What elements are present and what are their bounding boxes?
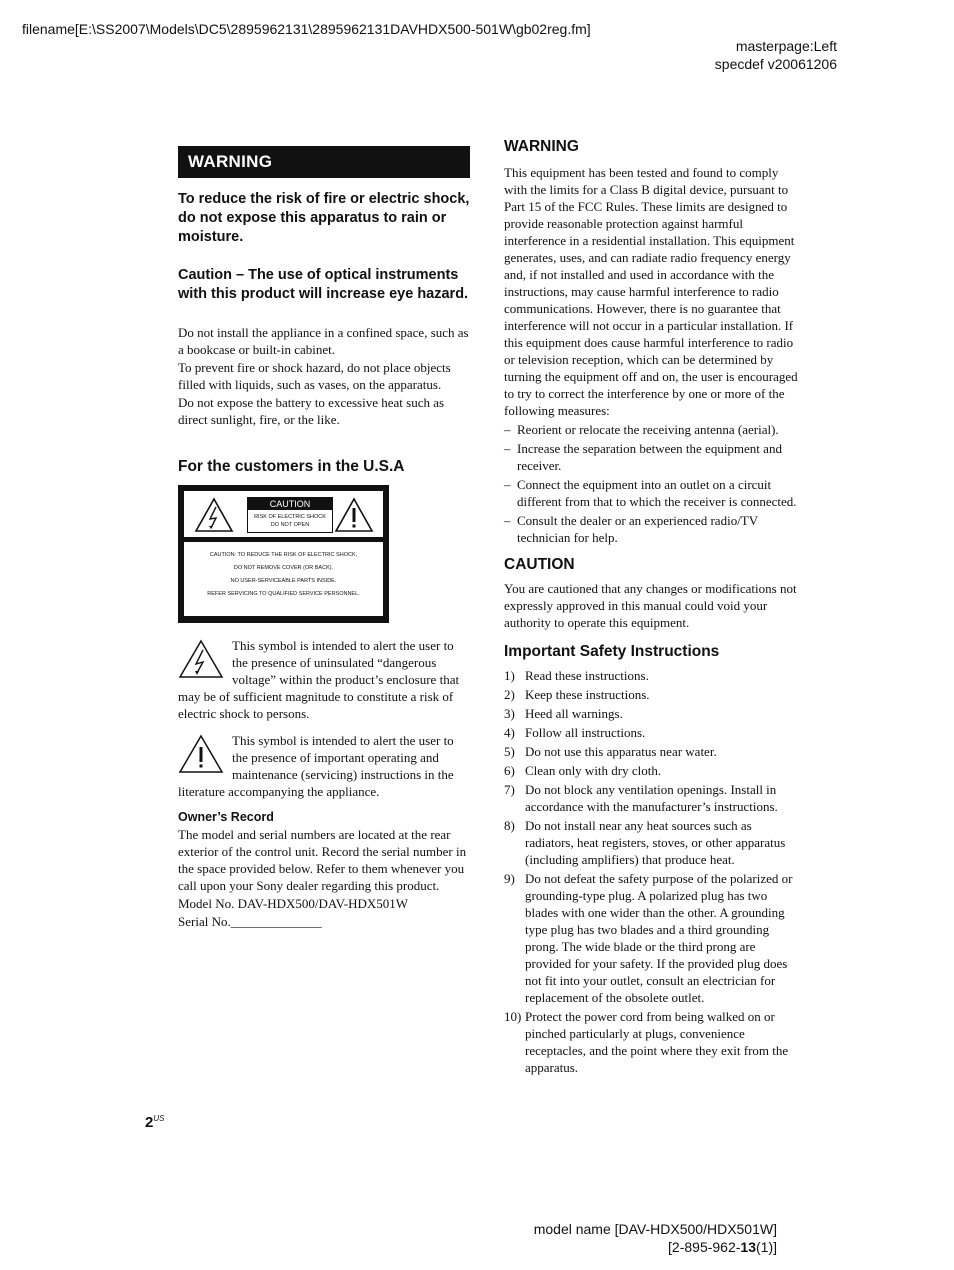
list-item: 3) Heed all warnings.: [504, 706, 623, 721]
list-item: 5) Do not use this apparatus near water.: [504, 744, 717, 759]
safety-instructions-list: [504, 667, 800, 1076]
warning-title-bar: WARNING: [178, 146, 470, 178]
risk-shock-text: RISK OF ELECTRIC SHOCK: [254, 514, 326, 520]
caution-heading: CAUTION: [504, 556, 575, 573]
lightning-symbol-text: This symbol is intended to alert the user to the presence of uninsulated “dangerous voltage” within the product’s enclosure that may be of sufficient magnitude to constitute a risk of electric shock to persons.: [178, 638, 460, 721]
list-item: 10) Protect the power cord from being walked on or pinched particularly at plugs, convenience receptacles, and the point where they exit from the apparatus.: [504, 1009, 789, 1075]
lightning-triangle-icon: [178, 639, 224, 679]
right-column: [504, 138, 800, 1078]
serial-number: Serial No.______________: [178, 914, 322, 929]
list-item: 7) Do not block any ventilation openings. Install in accordance with the manufacturer’s instructions.: [504, 782, 778, 814]
caution-label-top: [184, 491, 383, 537]
owners-record-text: The model and serial numbers are located at the rear exterior of the control unit. Record the serial number in the space provided below. Refer to them whenever you call upon your Sony dealer regarding this product.: [178, 827, 467, 893]
list-item: – Reorient or relocate the receiving antenna (aerial).: [504, 422, 779, 437]
model-name-footer: model name [DAV-HDX500/HDX501W]: [533, 1221, 777, 1237]
caution-label-bottom: [184, 542, 383, 616]
list-item: – Consult the dealer or an experienced radio/TV technician for help.: [504, 513, 758, 545]
usa-heading: For the customers in the U.S.A: [178, 458, 405, 475]
footer: [534, 1220, 777, 1256]
optical-caution: Caution – The use of optical instruments with this product will increase eye hazard.: [178, 267, 469, 302]
list-item: 1) Read these instructions.: [504, 668, 649, 683]
interference-measures-list: [504, 421, 800, 546]
battery-heat-para: Do not expose the battery to excessive heat such as direct sunlight, fire, or the like.: [178, 395, 445, 427]
safety-instructions-heading: Important Safety Instructions: [504, 643, 720, 660]
confined-space-para: Do not install the appliance in a confined space, such as a bookcase or built-in cabinet.: [178, 325, 469, 357]
list-item: 9) Do not defeat the safety purpose of the polarized or grounding-type plug. A polarized plug has two blades with one wider than the other. A grounding type plug has two blades and a third grounding prong. The wide blade or the third prong are provided for your safety. If the provided plug does not fit into your outlet, consult an electrician for replacement of the obsolete outlet.: [504, 871, 793, 1005]
caution-text: You are cautioned that any changes or modifications not expressly approved in this manual could void your authority to operate this equipment.: [504, 581, 797, 630]
caution-label-small-text: [248, 513, 332, 529]
left-column: [178, 146, 470, 930]
list-item: 6) Clean only with dry cloth.: [504, 763, 662, 778]
page-number: $2^{US}$: [145, 1114, 165, 1131]
exclamation-triangle-icon: [334, 497, 374, 533]
caution-label-image: [178, 485, 389, 623]
exclamation-triangle-icon: [178, 734, 224, 774]
label-line-4: REFER SERVICING TO QUALIFIED SERVICE PERSONNEL.: [207, 591, 360, 597]
label-line-2: DO NOT REMOVE COVER (OR BACK).: [233, 565, 334, 571]
lightning-triangle-icon: [194, 497, 234, 533]
list-item: – Increase the separation between the equipment and receiver.: [504, 441, 782, 473]
exclamation-symbol-block: [178, 732, 470, 800]
label-line-3: NO USER-SERVICEABLE PARTS INSIDE.: [230, 578, 337, 584]
exclamation-symbol-text: This symbol is intended to alert the user to the presence of important operating and maintenance (servicing) instructions in the literature accompanying the appliance.: [178, 733, 454, 799]
list-item: 2) Keep these instructions.: [504, 687, 650, 702]
filename-header: filename[E:\SS2007\Models\DC5\2895962131\2895962131DAVHDX500-501W\gb02reg.fm]: [22, 21, 591, 37]
list-item: 8) Do not install near any heat sources such as radiators, heat registers, stoves, or other apparatus (including amplifiers) that produce heat.: [504, 818, 786, 867]
model-number: Model No. DAV-HDX500/DAV-HDX501W: [178, 896, 409, 911]
masterpage-header: [715, 37, 837, 73]
lightning-symbol-block: [178, 637, 470, 722]
caution-label-caption: CAUTION: [248, 498, 332, 510]
owners-record-heading: Owner’s Record: [178, 810, 274, 824]
part-code-footer: [2-895-962-13(1)]: [668, 1239, 777, 1255]
liquids-para: To prevent fire or shock hazard, do not place objects filled with liquids, such as vases, on the apparatus.: [178, 360, 451, 392]
masterpage-label: masterpage:Left: [735, 38, 837, 54]
fire-shock-warning: To reduce the risk of fire or electric shock, do not expose this apparatus to rain or moisture.: [178, 191, 470, 245]
fcc-warning-text: This equipment has been tested and found to comply with the limits for a Class B digital device, pursuant to Part 15 of the FCC Rules. These limits are designed to provide reasonable protection against harmful interference in a residential installation. This equipment generates, uses, and can radiate radio frequency energy and, if not installed and used in accordance with the instructions, may cause harmful interference to radio communications. However, there is no guarantee that interference will not occur in a particular installation. If this equipment does cause harmful interference to radio or television reception, which can be determined by turning the equipment off and on, the user is encouraged to try to correct the interference by one or more of the following measures:: [504, 165, 798, 418]
list-item: 4) Follow all instructions.: [504, 725, 646, 740]
do-not-open-text: DO NOT OPEN: [270, 522, 310, 528]
list-item: – Connect the equipment into an outlet on a circuit different from that to which the receiver is connected.: [504, 477, 797, 509]
page-number-suffix: US: [153, 1114, 165, 1123]
specdef-label: specdef v20061206: [714, 56, 837, 72]
caution-label-center: [247, 497, 333, 533]
fcc-warning-heading: WARNING: [504, 138, 579, 155]
label-line-1: CAUTION: TO REDUCE THE RISK OF ELECTRIC SHOCK,: [209, 552, 358, 558]
